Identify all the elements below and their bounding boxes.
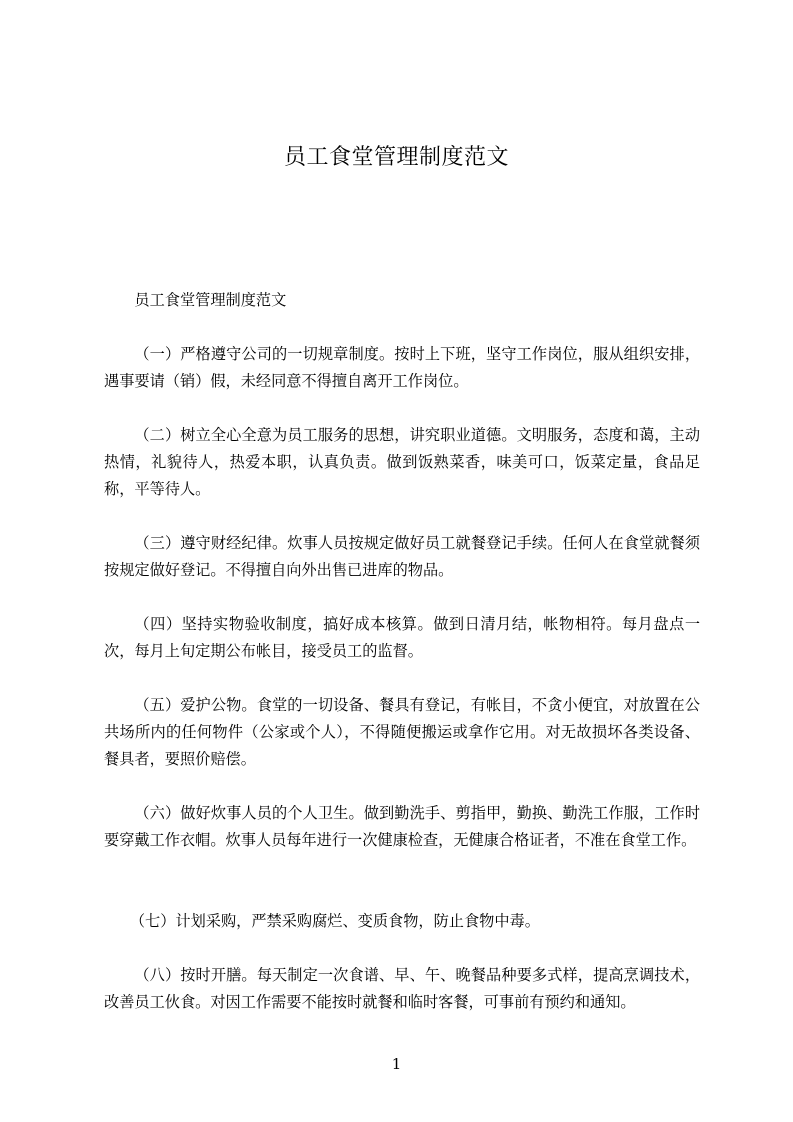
paragraph-rule-2: （二）树立全心全意为员工服务的思想，讲究职业道德。文明服务，态度和蔼，主动热情，礼貌待人，热爱本职，认真负责。做到饭熟菜香，味美可口，饭菜定量，食品足称，平等待人。 <box>104 426 700 498</box>
paragraph-rule-7: （七）计划采购，严禁采购腐烂、变质食物，防止食物中毒。 <box>129 912 540 930</box>
paragraph-rule-5: （五）爱护公物。食堂的一切设备、餐具有登记，有帐目，不贪小便宜，对放置在公共场所内的任何物件（公家或个人），不得随便搬运或拿作它用。对无故损坏各类设备、餐具者，要照价赔偿。 <box>104 696 700 768</box>
page-number: 1 <box>391 1055 402 1073</box>
paragraph-rule-6: （六）做好炊事人员的个人卫生。做到勤洗手、剪指甲，勤换、勤洗工作服，工作时要穿戴工作衣帽。炊事人员每年进行一次健康检查，无健康合格证者，不准在食堂工作。 <box>104 804 700 849</box>
paragraph-rule-3: （三）遵守财经纪律。炊事人员按规定做好员工就餐登记手续。任何人在食堂就餐须按规定做好登记。不得擅自向外出售已进库的物品。 <box>104 534 700 579</box>
paragraph-rule-8: （八）按时开膳。每天制定一次食谱、早、午、晚餐品种要多式样，提高烹调技术，改善员工伙食。对因工作需要不能按时就餐和临时客餐，可事前有预约和通知。 <box>104 966 700 1011</box>
paragraph-rule-4: （四）坚持实物验收制度，搞好成本核算。做到日清月结，帐物相符。每月盘点一次，每月上旬定期公布帐目，接受员工的监督。 <box>104 615 700 660</box>
document-title: 员工食堂管理制度范文 <box>283 145 509 170</box>
paragraph-heading: 员工食堂管理制度范文 <box>134 291 287 309</box>
paragraph-rule-1: （一）严格遵守公司的一切规章制度。按时上下班，坚守工作岗位，服从组织安排，遇事要请（销）假，未经同意不得擅自离开工作岗位。 <box>104 345 700 390</box>
